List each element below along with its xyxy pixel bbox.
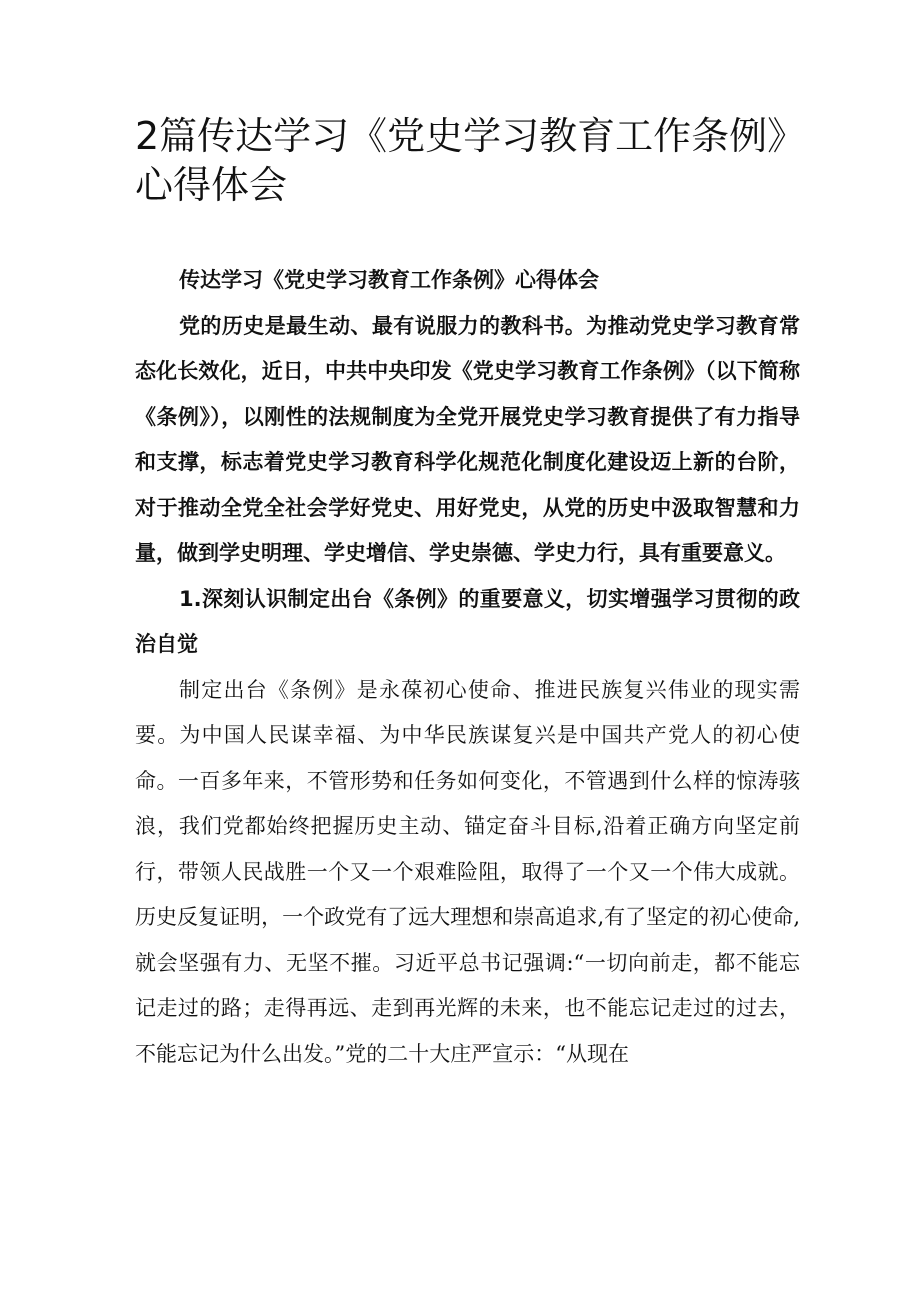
- document-subtitle: 传达学习《党史学习教育工作条例》心得体会: [179, 268, 599, 292]
- body-paragraph: 制定出台《条例》是永葆初心使命、推进民族复兴伟业的现实需要。为中国人民谋幸福、为中华民族谋复兴是中国共产党人的初心使命。一百多年来，不管形势和任务如何变化，不管遇到什么样的惊涛骇浪，我们党都始终把握历史主动、锚定奋斗目标,沿着正确方向坚定前行，带领人民战胜一个又一个艰难险阻，取得了一个又一个伟大成就。历史反复证明，一个政党有了远大理想和崇高追求,有了坚定的初心使命,就会坚强有力、无坚不摧。习近平总书记强调:“一切向前走，都不能忘记走过的路；走得再远、走到再光辉的未来，也不能忘记走过的过去，不能忘记为什么出发。”党的二十大庄严宣示：“从现在: [135, 677, 800, 1066]
- intro-paragraph: 党的历史是最生动、最有说服力的教科书。为推动党史学习教育常态化长效化，近日，中共中央印发《党史学习教育工作条例》（以下简称《条例》），以刚性的法规制度为全党开展党史学习教育提供了有力指导和支撑，标志着党史学习教育科学化规范化制度化建设迈上新的台阶，对于推动全党全社会学好党史、用好党史，从党的历史中汲取智慧和力量，做到学史明理、学史增信、学史崇德、学史力行，具有重要意义。: [135, 313, 800, 565]
- document-body: [135, 258, 800, 1077]
- section-heading: 1.深刻认识制定出台《条例》的重要意义，切实增强学习贯彻的政治自觉: [135, 586, 800, 656]
- document-title: 2篇传达学习《党史学习教育工作条例》心得体会: [135, 114, 806, 207]
